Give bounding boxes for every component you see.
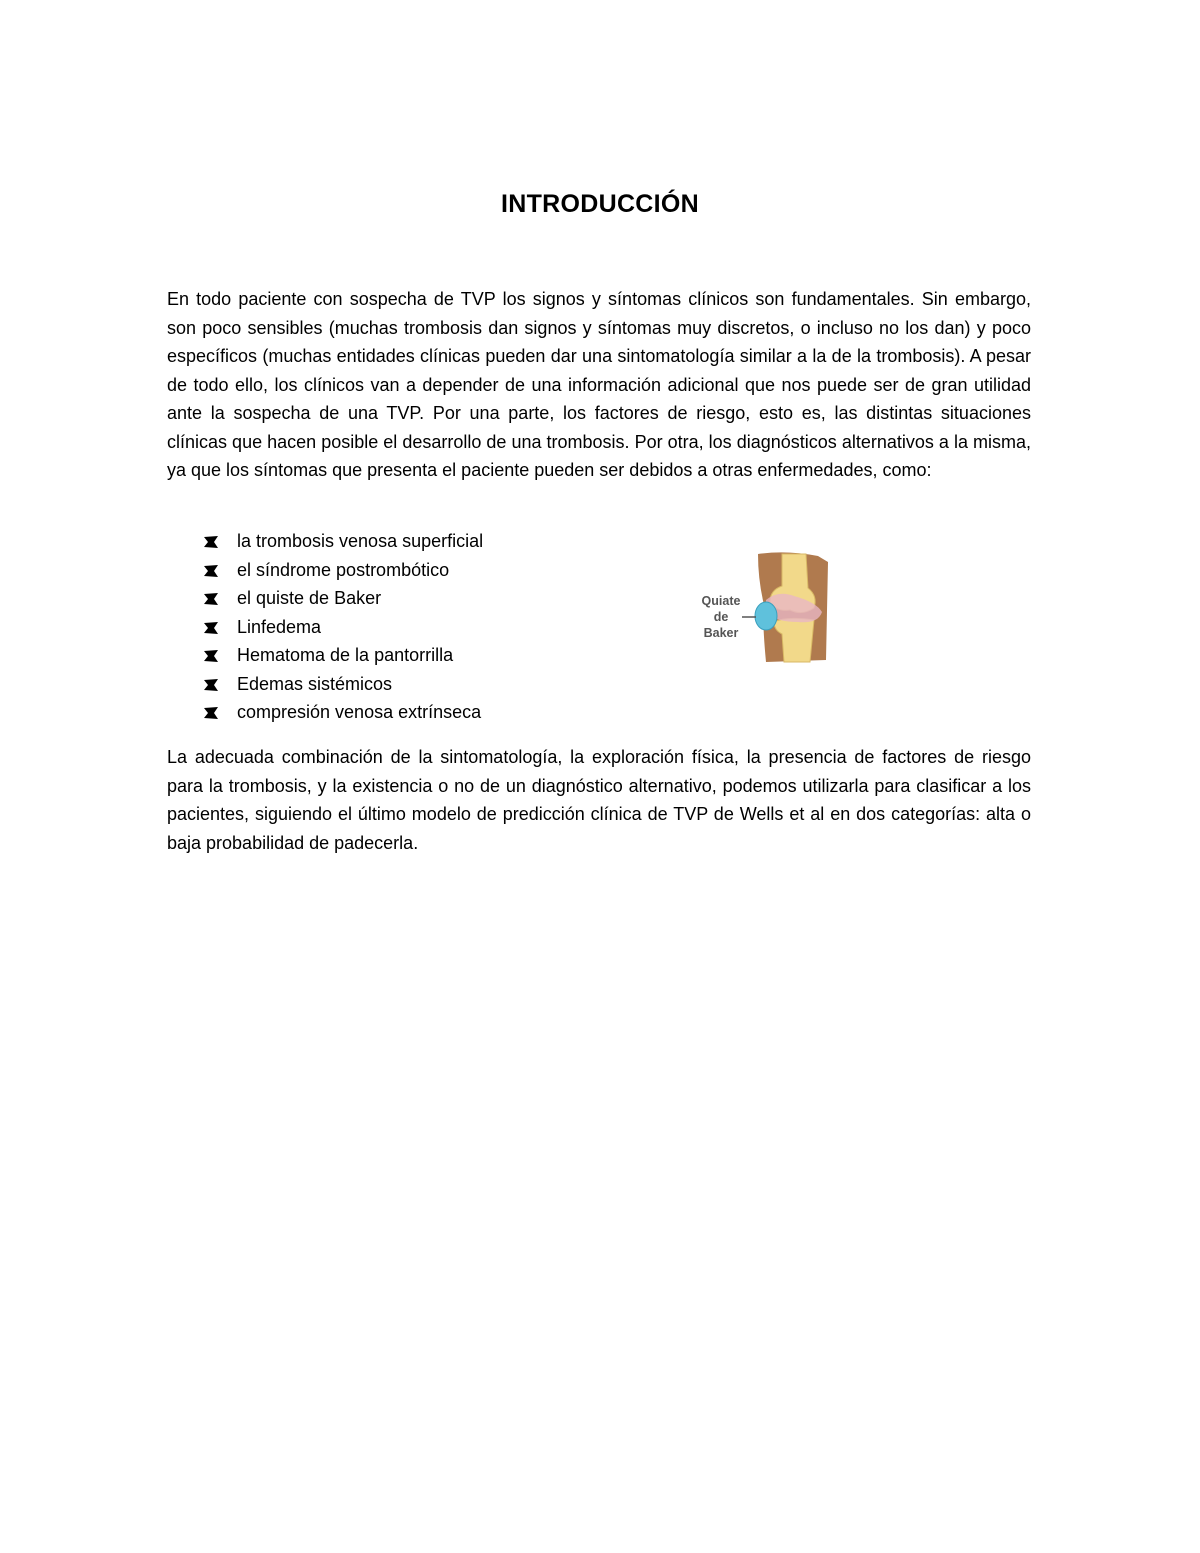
arrowhead-bullet-icon — [204, 622, 218, 634]
list-item — [200, 641, 483, 670]
list-item-label: Edemas sistémicos — [237, 673, 393, 694]
page-title: INTRODUCCIÓN — [500, 190, 700, 218]
list-item — [200, 613, 483, 642]
arrowhead-bullet-icon — [204, 650, 218, 662]
baker-cyst — [755, 602, 777, 630]
list-item — [200, 584, 483, 613]
figure-label-line2: de — [713, 610, 729, 624]
differential-diagnosis-list — [200, 527, 483, 727]
list-item — [200, 556, 483, 585]
list-item — [200, 670, 483, 699]
list-item-label: la trombosis venosa superficial — [237, 531, 484, 551]
list-item-label: el síndrome postrombótico — [237, 559, 450, 580]
arrowhead-bullet-icon — [204, 593, 218, 605]
list-item-label: Hematoma de la pantorrilla — [237, 645, 454, 665]
figure-label-line3: Baker — [703, 626, 739, 640]
list-item — [200, 527, 483, 556]
list-item-label: compresión venosa extrínseca — [237, 702, 482, 722]
arrowhead-bullet-icon — [204, 707, 218, 719]
intro-paragraph: En todo paciente con sospecha de TVP los signos y síntomas clínicos son fundamentales. Sin embargo, son poco sensibles (muchas trombosis dan signos y síntomas muy discretos, o incluso no los dan) y poco específicos (muchas entidades clínicas pueden dar una sintomatología similar a la de la trombosis). A pesar de todo ello, los clínicos van a depender de una información adicional que nos puede ser de gran utilidad ante la sospecha de una TVP. Por una parte, los factores de riesgo, esto es, las distintas situaciones clínicas que hacen posible el desarrollo de una trombosis. Por otra, los diagnósticos alternativos a la misma, ya que los síntomas que presenta el paciente pueden ser debidos a otras enfermedades, como: — [167, 289, 1031, 480]
arrowhead-bullet-icon — [204, 536, 218, 548]
list-item — [200, 698, 483, 727]
conclusion-paragraph: La adecuada combinación de la sintomatología, la exploración física, la presencia de factores de riesgo para la trombosis, y la existencia o no de un diagnóstico alternativo, podemos utilizarla para clasificar a los pacientes, siguiendo el último modelo de predicción clínica de TVP de Wells et al en dos categorías: alta o baja probabilidad de padecerla. — [167, 747, 1031, 853]
arrowhead-bullet-icon — [204, 565, 218, 577]
baker-cyst-illustration — [690, 550, 840, 666]
figure-label-line1: Quiate — [701, 594, 741, 608]
arrowhead-bullet-icon — [204, 679, 218, 691]
list-item-label: el quiste de Baker — [237, 588, 382, 608]
list-item-label: Linfedema — [237, 616, 322, 637]
